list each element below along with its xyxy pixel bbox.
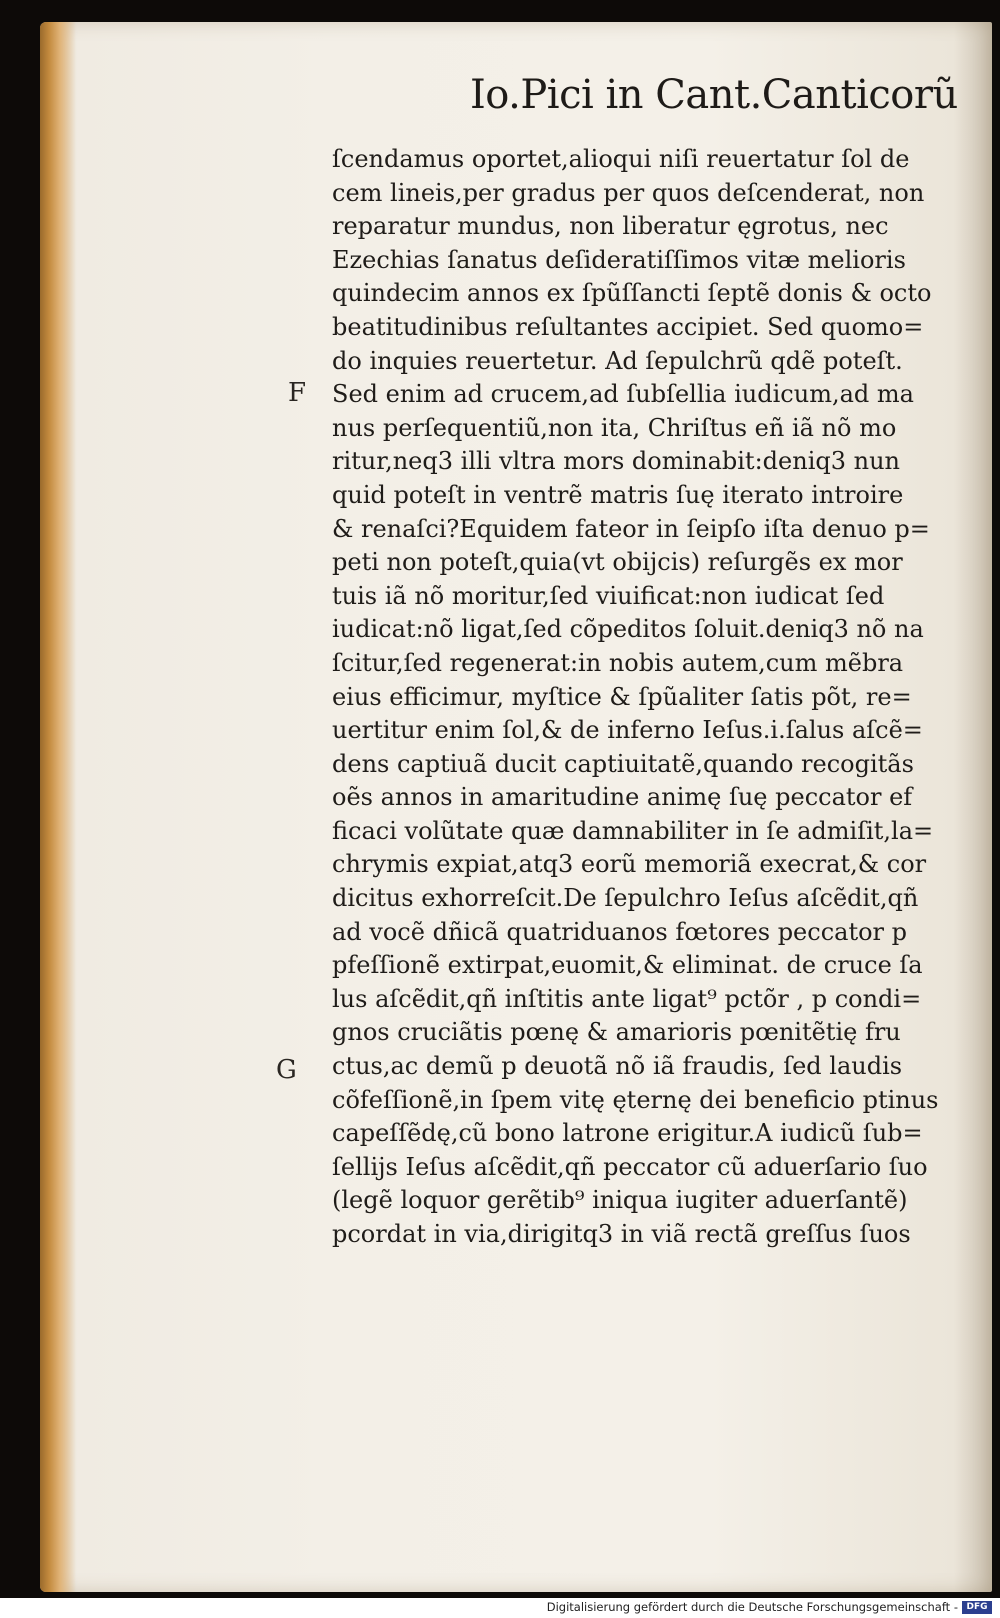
text-line: eius efficimur, myſtice & ſpũaliter ſatis põt, re= [332, 682, 912, 711]
text-line: uertitur enim ſol,& de inferno Ieſus.i.ſalus aſcẽ= [332, 716, 923, 745]
text-line: dens captiuã ducit captiuitatẽ,quando recogitãs [332, 749, 914, 778]
text-line: pfeſſionẽ extirpat,euomit,& eliminat. de cruce ſa [332, 951, 923, 980]
text-line: ſcendamus oportet,alioqui niſi reuertatur ſol de [332, 145, 910, 173]
text-line: nus perſequentiũ,non ita, Chriſtus eñ iã nõ mo [332, 413, 897, 442]
marginal-letter-g: G [276, 1055, 297, 1085]
funding-credit: Digitalisierung gefördert durch die Deutsche Forschungsgemeinschaft - [546, 1600, 958, 1614]
text-line: reparatur mundus, non liberatur ęgrotus, nec [332, 212, 889, 241]
footer-bar [0, 1598, 1000, 1618]
text-line: gnos cruciãtis pœnę & amarioris pœnitẽtię fru [332, 1018, 901, 1047]
text-line: oẽs annos in amaritudine animę ſuę peccator ef [332, 783, 913, 812]
text-line: tuis iã nõ moritur,ſed viuificat:non iudicat ſed [332, 581, 885, 610]
body-text [332, 143, 980, 1252]
page-binding-edge [40, 22, 76, 1592]
text-line: & renaſci?Equidem fateor in ſeipſo iſta denuo p= [332, 514, 930, 543]
text-line: ſcitur,ſed regenerat:in nobis autem,cum mẽbra [332, 648, 904, 677]
text-line: beatitudinibus reſultantes accipiet. Sed quomo= [332, 312, 924, 341]
text-line: dicitus exhorreſcit.De ſepulchro Ieſus aſcẽdit,qñ [332, 884, 919, 913]
dfg-logo: DFG [962, 1601, 992, 1614]
text-line: (legẽ loquor gerẽtib⁹ iniqua iugiter aduerſantẽ) [332, 1186, 908, 1215]
running-head: Io.Pici in Cant.Canticorũ [470, 72, 958, 118]
text-line: ficaci volũtate quæ damnabiliter in ſe admiſit,la= [332, 816, 934, 845]
text-line: ctus,ac demũ p deuotã nõ iã fraudis, ſed laudis [332, 1052, 903, 1081]
text-line: Ezechias ſanatus deſideratiſſimos vitæ melioris [332, 245, 906, 274]
text-line: Sed enim ad crucem,ad ſubſellia iudicum,ad ma [332, 380, 914, 409]
text-line: quid poteſt in ventrẽ matris ſuę iterato introire [332, 480, 904, 509]
marginal-letter-f: F [288, 378, 307, 408]
text-line: do inquies reuertetur. Ad ſepulchrũ qdẽ poteſt. [332, 346, 903, 375]
text-line: cõfeſſionẽ,in ſpem vitę ęternę dei beneficio ptinus [332, 1085, 939, 1114]
text-line: ſellijs Ieſus aſcẽdit,qñ peccator cũ aduerſario ſuo [332, 1152, 928, 1181]
text-line: cem lineis,per gradus per quos deſcenderat, non [332, 178, 925, 207]
text-line: quindecim annos ex ſpũſſancti ſeptẽ donis & octo [332, 279, 932, 308]
text-line: chrymis expiat,atq3 eorũ memoriã execrat,& cor [332, 850, 927, 879]
text-line: pcordat in via,dirigitq3 in viã rectã greſſus ſuos [332, 1220, 911, 1248]
text-line: ritur,neq3 illi vltra mors dominabit:deniq3 nun [332, 447, 900, 476]
text-line: ad vocẽ dñicã quatriduanos fœtores peccator p [332, 917, 908, 946]
text-line: peti non poteſt,quia(vt obijcis) reſurgẽs ex mor [332, 548, 903, 577]
text-line: capeſſẽdę,cũ bono latrone erigitur.A iudicũ ſub= [332, 1119, 923, 1148]
text-line: lus aſcẽdit,qñ inſtitis ante ligat⁹ pctõr , p condi= [332, 984, 922, 1013]
text-line: iudicat:nõ ligat,ſed cõpeditos ſoluit.deniq3 nõ na [332, 615, 924, 644]
